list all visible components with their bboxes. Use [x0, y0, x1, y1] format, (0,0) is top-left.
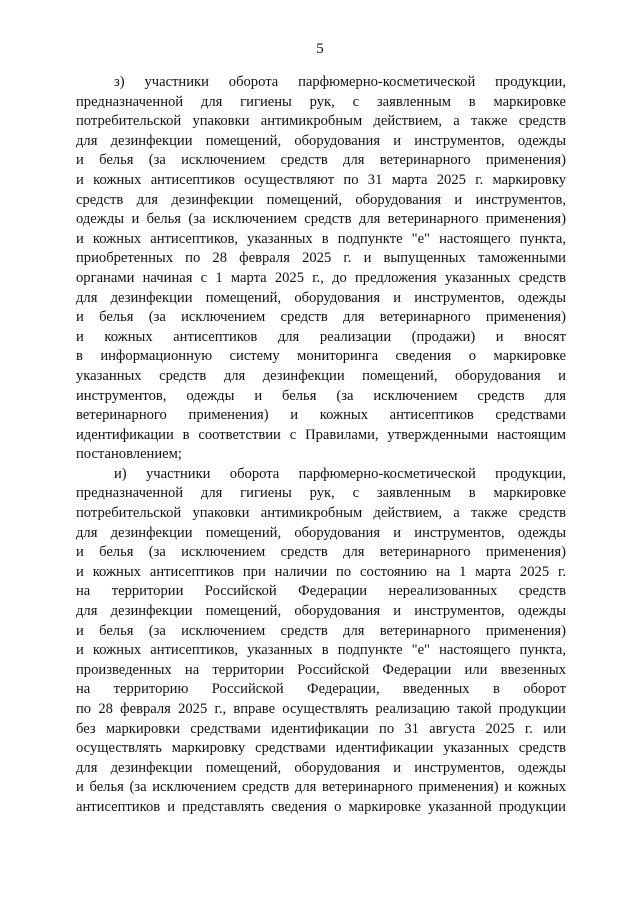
- text-line: потребительской упаковки антимикробным действием, а также средств: [76, 505, 566, 522]
- document-body: [76, 73, 566, 818]
- text-line: потребительской упаковки антимикробным действием, а также средств: [76, 113, 566, 130]
- text-line: для дезинфекции помещений, оборудования и инструментов, одежды: [76, 759, 566, 776]
- text-line: указанных средств для дезинфекции помещений, оборудования и: [76, 367, 566, 384]
- text-line: для дезинфекции помещений, оборудования и инструментов, одежды: [76, 603, 566, 620]
- text-line: на территории Российской Федерации нереализованных средств: [76, 583, 566, 600]
- text-line: ветеринарного применения) и кожных антисептиков средствами: [76, 407, 566, 424]
- text-line: и белья (за исключением средств для ветеринарного применения): [76, 152, 566, 169]
- text-line: без маркировки средствами идентификации по 31 августа 2025 г. или: [76, 720, 566, 737]
- text-line: произведенных на территории Российской Федерации или ввезенных: [76, 661, 566, 678]
- text-line: средств для дезинфекции помещений, оборудования и инструментов,: [76, 191, 566, 208]
- text-line: и белья (за исключением средств для ветеринарного применения) и кожных: [76, 779, 566, 796]
- text-line: для дезинфекции помещений, оборудования и инструментов, одежды: [76, 289, 566, 306]
- text-line: и белья (за исключением средств для ветеринарного применения): [76, 544, 566, 561]
- text-line: и кожных антисептиков, указанных в подпункте "е" настоящего пункта,: [76, 642, 566, 659]
- text-line: по 28 февраля 2025 г., вправе осуществлять реализацию такой продукции: [76, 701, 566, 717]
- text-line: и белья (за исключением средств для ветеринарного применения): [76, 622, 566, 639]
- text-line: и кожных антисептиков для реализации (продажи) и вносят: [76, 328, 566, 345]
- text-line: одежды и белья (за исключением средств для ветеринарного применения): [76, 211, 566, 228]
- text-line: для дезинфекции помещений, оборудования и инструментов, одежды: [76, 524, 566, 541]
- text-line: з) участники оборота парфюмерно-косметической продукции,: [114, 74, 566, 90]
- text-line: предназначенной для гигиены рук, с заявленным в маркировке: [76, 93, 566, 110]
- text-line: для дезинфекции помещений, оборудования и инструментов, одежды: [76, 132, 566, 149]
- text-line: и кожных антисептиков при наличии по состоянию на 1 марта 2025 г.: [76, 563, 566, 580]
- text-line: в информационную систему мониторинга сведения о маркировке: [76, 348, 566, 365]
- text-line: и) участники оборота парфюмерно-косметической продукции,: [114, 465, 566, 482]
- paragraph-z: [76, 73, 566, 465]
- text-line: осуществлять маркировку средствами идентификации указанных средств: [76, 740, 566, 757]
- text-line: и кожных антисептиков, указанных в подпункте "е" настоящего пункта,: [76, 230, 566, 247]
- text-line: постановлением;: [76, 446, 182, 463]
- text-line: предназначенной для гигиены рук, с заявленным в маркировке: [76, 485, 566, 502]
- text-line: идентификации в соответствии с Правилами, утвержденными настоящим: [76, 426, 566, 443]
- text-line: и кожных антисептиков осуществляют по 31 марта 2025 г. маркировку: [76, 171, 566, 188]
- text-line: на территорию Российской Федерации, введенных в оборот: [76, 681, 566, 698]
- text-line: приобретенных по 28 февраля 2025 г. и выпущенных таможенными: [76, 250, 566, 267]
- text-line: антисептиков и представлять сведения о маркировке указанной продукции: [76, 798, 566, 815]
- page-number: 5: [316, 41, 324, 57]
- paragraph-i: [76, 465, 566, 818]
- text-line: органами начиная с 1 марта 2025 г., до предложения указанных средств: [76, 269, 566, 286]
- text-line: и белья (за исключением средств для ветеринарного применения): [76, 309, 566, 326]
- text-line: инструментов, одежды и белья (за исключением средств для: [76, 387, 566, 404]
